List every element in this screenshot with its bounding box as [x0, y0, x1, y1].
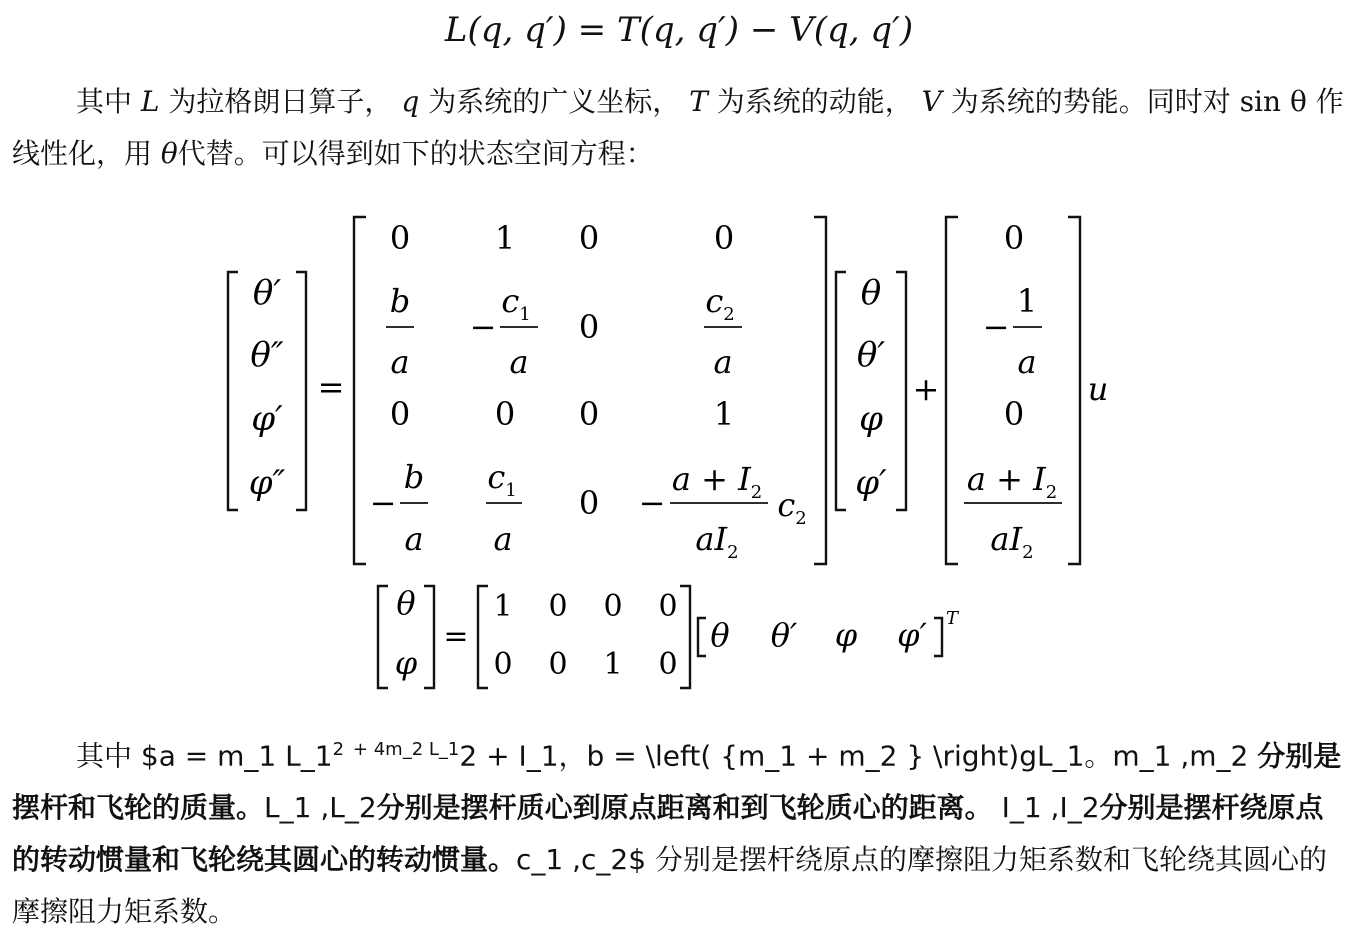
c23: 1: [603, 647, 623, 682]
svg-text:a: a: [1017, 343, 1037, 381]
vector-b-left-bracket: [946, 217, 958, 564]
svg-text:a: a: [509, 343, 529, 381]
svg-text:aI2: $aI_2$: [990, 520, 1034, 563]
p2-lead: 其中: [76, 739, 133, 773]
lhs-entry-4: φ″: [248, 463, 286, 503]
p2-bold3: 分别是摆杆绕原点的转动惯量和飞轮绕其圆心的转动惯量。: [12, 791, 1324, 877]
a31: 0: [389, 395, 411, 433]
state-left-bracket: [836, 272, 846, 510]
input-u: u: [1087, 370, 1109, 408]
p2-raw6: c_1 ,c_2$: [516, 843, 647, 877]
svg-text:b: b: [403, 458, 425, 496]
svg-text:−: −: [369, 484, 397, 522]
a41-fraction: [370, 458, 428, 558]
svg-text:a: a: [713, 343, 733, 381]
row-entry-2: θ′: [770, 616, 798, 654]
p2-raw3: + I_1，b = \left( {m_1 + m_2 } \right)gL_1。m_1 ,m_2: [486, 739, 1249, 773]
c11: 1: [493, 589, 513, 624]
p1-t2: 为系统的广义坐标，: [428, 85, 681, 118]
a12: 1: [494, 219, 516, 257]
equals-sign-2: =: [443, 619, 469, 654]
lhs-left-bracket: [228, 272, 238, 510]
svg-text:a + I2: $a + I_2$: [671, 460, 763, 503]
a11: 0: [389, 219, 411, 257]
p2-raw1: $a = m_1 L_1: [140, 739, 333, 773]
c22: 0: [548, 647, 568, 682]
b3: 0: [1003, 395, 1025, 433]
a34: 1: [713, 395, 735, 433]
row-vector-right-bracket: [934, 618, 942, 656]
p1-t1: 为拉格朗日算子，: [168, 85, 393, 118]
p2-sup1: 2: [332, 739, 345, 760]
c12: 0: [548, 589, 568, 624]
row-entry-1: θ: [710, 616, 730, 654]
c14: 0: [658, 589, 678, 624]
a13: 0: [578, 219, 600, 257]
svg-text:a: a: [390, 343, 410, 381]
a24-fraction: [704, 282, 742, 381]
matrix-c-left-bracket: [478, 586, 488, 688]
state-right-bracket: [896, 272, 906, 510]
p1-sym-theta: θ: [160, 137, 178, 170]
state-entry-2: θ′: [856, 335, 886, 375]
svg-text:1: 1: [1016, 282, 1038, 320]
p2-raw5: I_1 ,I_2: [1001, 791, 1100, 825]
c21: 0: [493, 647, 513, 682]
vector-b-right-bracket: [1068, 217, 1080, 564]
lhs-entry-3: φ′: [251, 399, 283, 439]
y-entry-2: φ: [394, 644, 418, 682]
a42-fraction: [486, 458, 522, 558]
a21-fraction: [386, 282, 414, 381]
row-entry-3: φ: [834, 616, 858, 654]
svg-text:a: a: [404, 520, 424, 558]
svg-text:c2: $c_2$: [777, 486, 807, 529]
svg-text:−: −: [982, 308, 1010, 346]
svg-text:−: −: [638, 484, 666, 522]
matrix-a-right-bracket: [814, 217, 826, 564]
y-left-bracket: [378, 586, 388, 688]
matrix-a-left-bracket: [354, 217, 366, 564]
lhs-entry-1: θ′: [252, 273, 282, 313]
matrix-c-right-bracket: [680, 586, 690, 688]
state-entry-1: θ: [860, 273, 882, 313]
a32: 0: [494, 395, 516, 433]
c24: 0: [658, 647, 678, 682]
y-right-bracket: [424, 586, 434, 688]
lhs-entry-2: θ″: [250, 335, 284, 375]
p1-sym-V: V: [921, 85, 942, 118]
b2-fraction: [983, 282, 1042, 381]
y-entry-1: θ: [396, 584, 416, 622]
p1-t4: 为系统的势能。同时对: [950, 85, 1231, 118]
svg-text:aI2: $aI_2$: [695, 520, 739, 563]
paragraph-2: [12, 724, 1346, 938]
p2-mid1: + 4m_2 L_1: [352, 739, 460, 760]
lagrangian-equation: L(q, q′) = T(q, q′) − V(q, q′): [444, 10, 914, 50]
svg-text:c1: $c_1$: [501, 282, 531, 325]
transpose-mark: T: [945, 608, 959, 629]
equals-sign-1: =: [317, 368, 345, 406]
p1-lead: 其中: [76, 85, 133, 118]
p1-sym-L: L: [140, 85, 160, 118]
plus-sign: +: [912, 370, 940, 408]
svg-text:b: b: [389, 282, 411, 320]
a43: 0: [578, 484, 600, 522]
lhs-right-bracket: [296, 272, 306, 510]
p2-bold2: 分别是摆杆质心到原点距离和到飞轮质心的距离。: [376, 791, 993, 825]
a14: 0: [713, 219, 735, 257]
c13: 0: [603, 589, 623, 624]
a23: 0: [578, 308, 600, 346]
p1-t6: 代替。可以得到如下的状态空间方程：: [177, 137, 654, 170]
a44-fraction: [639, 460, 807, 563]
p1-t3: 为系统的动能，: [716, 85, 913, 118]
state-entry-4: φ′: [855, 463, 887, 503]
b4-fraction: [964, 460, 1062, 563]
p2-tail: 分别是摆杆绕原点的摩擦阻力矩系数和飞轮绕其圆心的摩擦阻力矩系数。: [12, 843, 1327, 929]
svg-text:a + I2: $a + I_2$: [966, 460, 1058, 503]
row-vector-left-bracket: [698, 618, 706, 656]
p2-bold1: 分别是摆杆和飞轮的质量。: [12, 739, 1342, 825]
row-entry-4: φ′: [897, 616, 927, 654]
a33: 0: [578, 395, 600, 433]
p2-raw2: 2: [459, 739, 478, 773]
p1-sym-T: T: [689, 85, 708, 118]
svg-text:a: a: [493, 520, 513, 558]
state-entry-3: φ: [859, 399, 883, 439]
b1: 0: [1003, 219, 1025, 257]
svg-text:−: −: [469, 308, 497, 346]
p2-raw4: L_1 ,L_2: [264, 791, 377, 825]
p1-sym-q: q: [401, 85, 420, 118]
svg-text:c2: $c_2$: [705, 282, 735, 325]
a22-fraction: [470, 282, 538, 381]
svg-text:c1: $c_1$: [487, 458, 517, 501]
p1-sin-theta: sin θ: [1239, 85, 1307, 118]
p1-t5: 作线性化，用: [12, 85, 1344, 170]
